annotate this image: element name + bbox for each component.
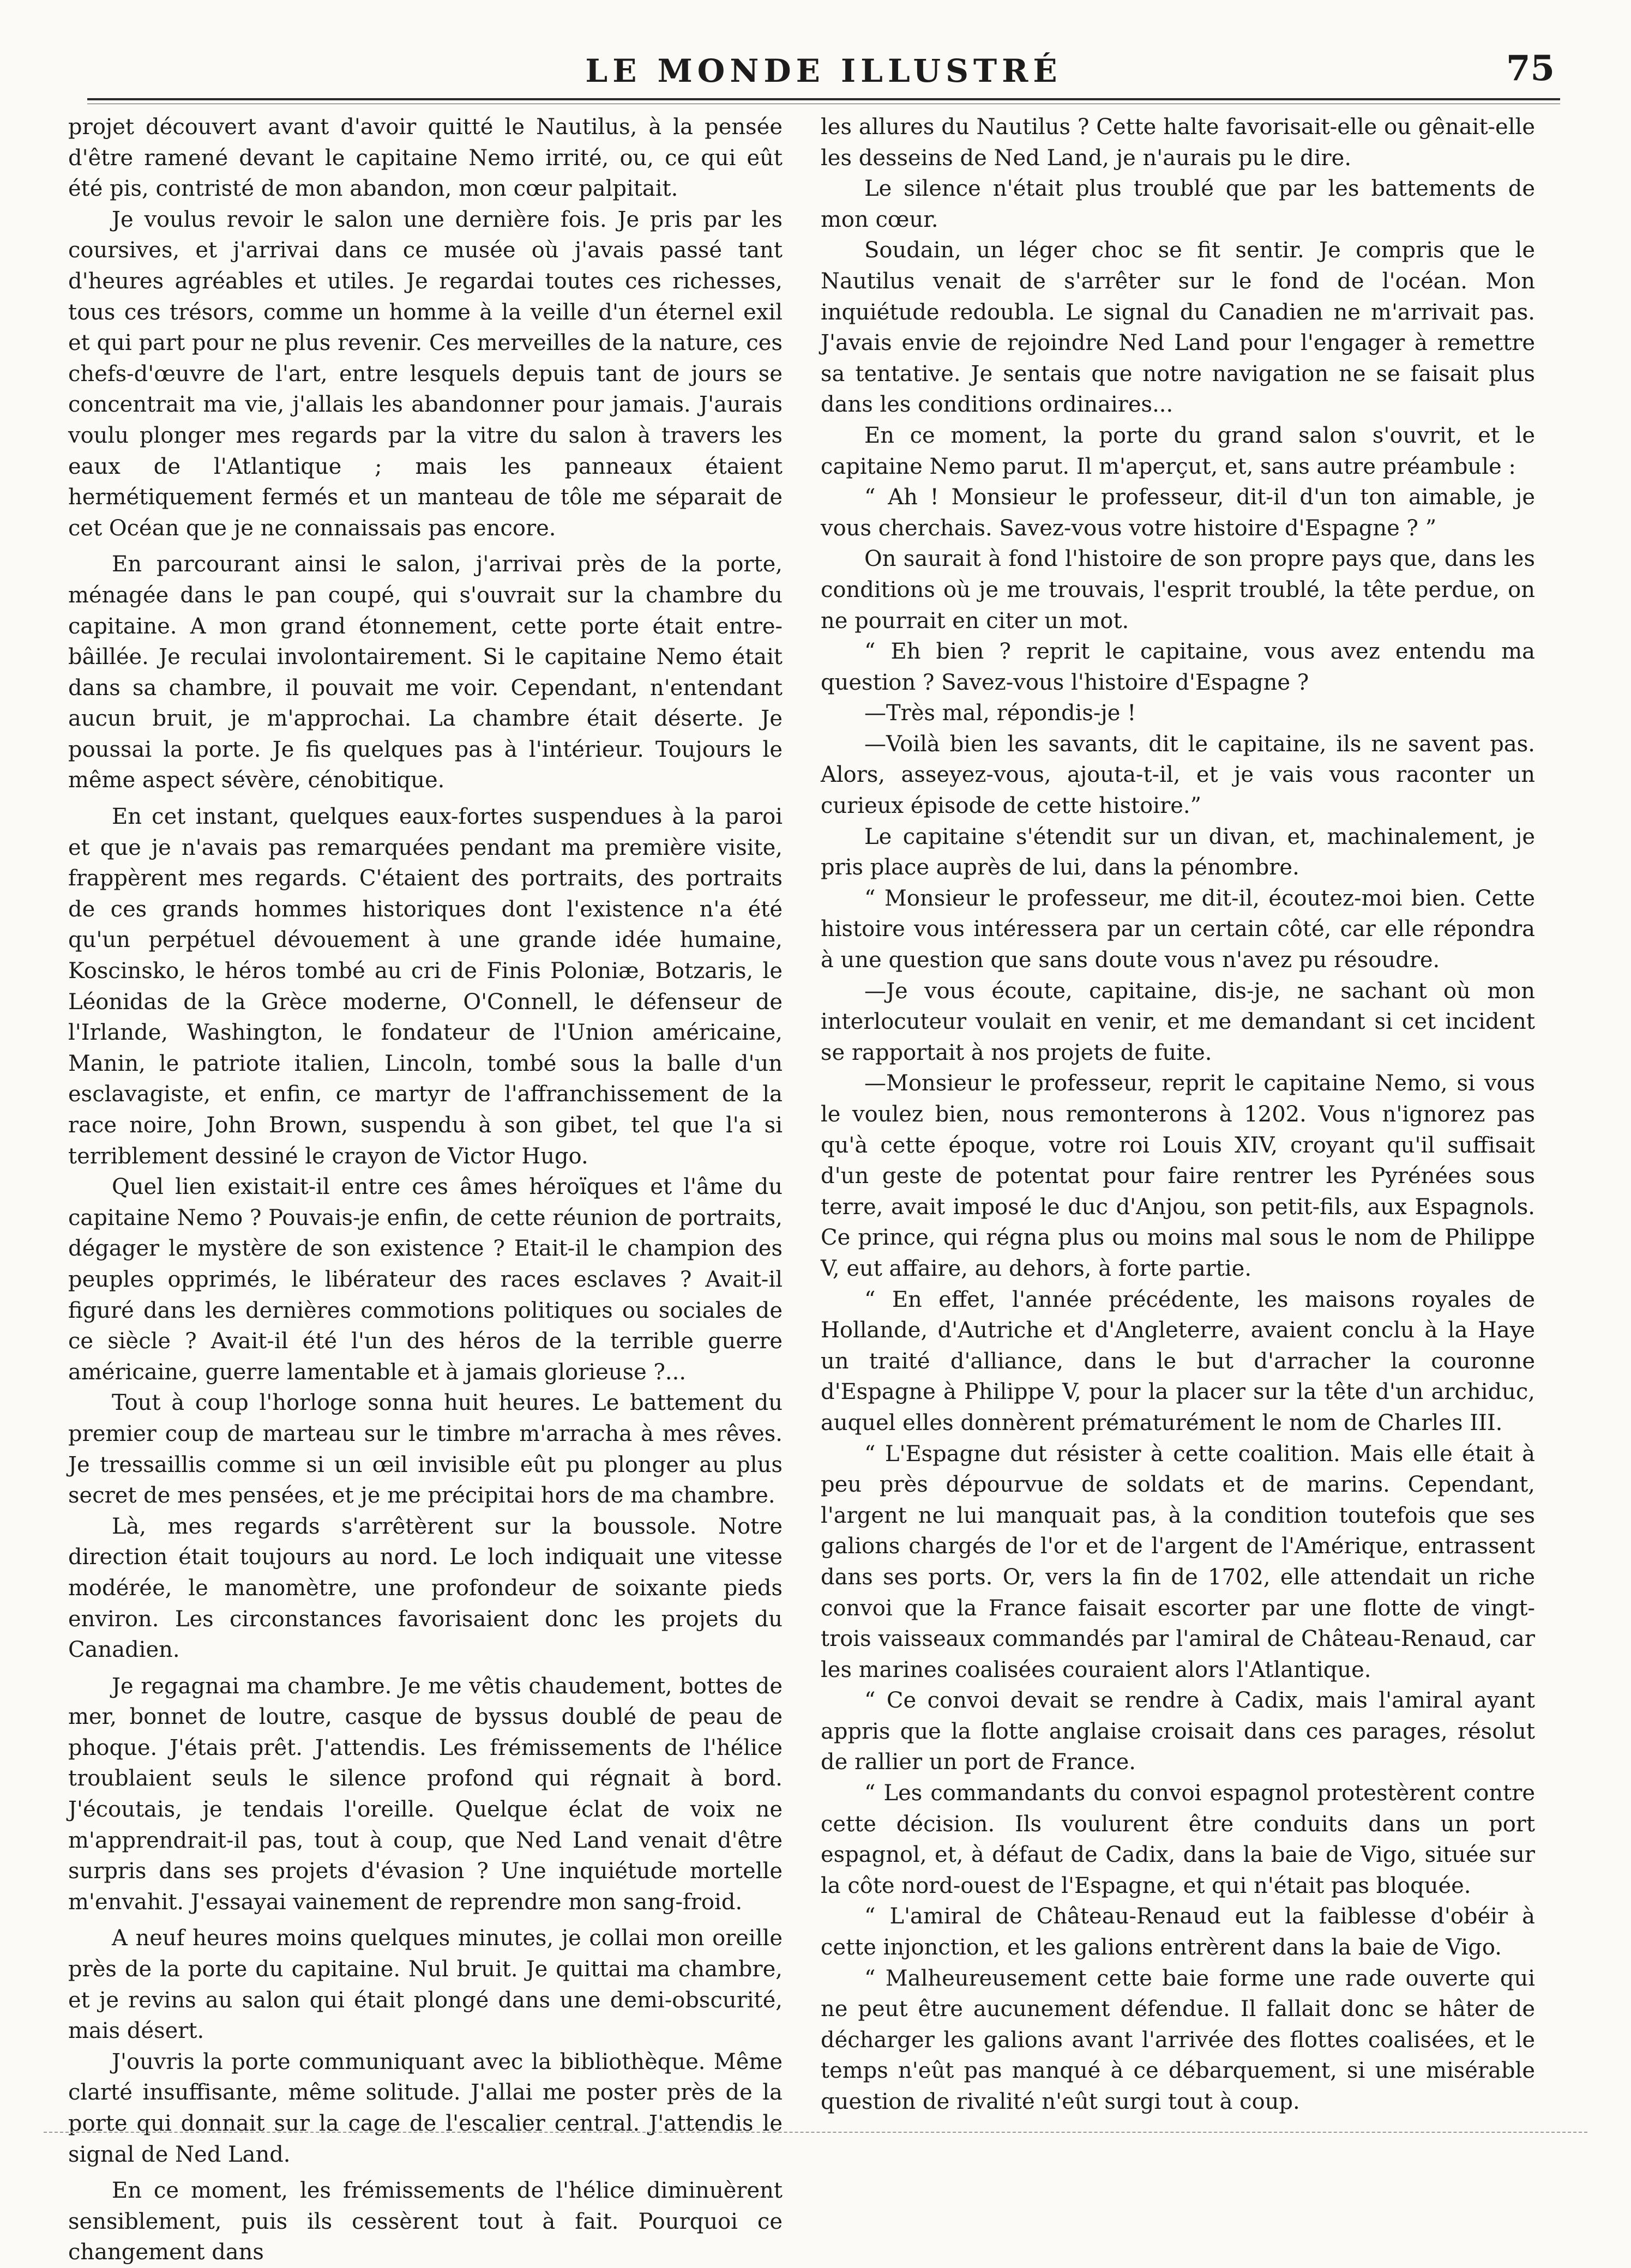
paragraph: “ En effet, l'année précédente, les maisons royales de Hollande, d'Autriche et d'Angleterre, avaient conclu à la Haye un traité d'alliance, dans le but d'arracher la couronne d'Espagne à Philippe V, pour la placer sur la tête d'un archiduc, auquel elles donnèrent prématurément le nom de Charles III. [821, 1287, 1535, 1435]
paragraph: “ Malheureusement cette baie forme une rade ouverte qui ne peut être aucunement défendue. Il fallait donc se hâter de décharger les galions avant l'arrivée des flottes coalisées, et le temps n'eût pas manqué à ce débarquement, si une misérable question de rivalité n'eût surgi tout à coup. [821, 1965, 1535, 2114]
paragraph: J'ouvris la porte communiquant avec la bibliothèque. Même clarté insuffisante, même solitude. J'allai me poster près de la porte qui donnait sur la cage de l'escalier central. J'attendis le signal de Ned Land. [68, 2049, 783, 2167]
paragraph: Le capitaine s'étendit sur un divan, et, machinalement, je pris place auprès de lui, dans la pénombre. [821, 824, 1535, 880]
paragraph: “ Ah ! Monsieur le professeur, dit-il d'un ton aimable, je vous cherchais. Savez-vous votre histoire d'Espagne ? ” [821, 485, 1535, 541]
paragraph: Quel lien existait-il entre ces âmes héroïques et l'âme du capitaine Nemo ? Pouvais-je enfin, de cette réunion de portraits, dégager le mystère de son existence ? Etait-il le champion des peuples opprimés, le libérateur des races esclaves ? Avait-il figuré dans les dernières commotions politiques ou sociales de ce siècle ? Avait-il été l'un des héros de la terrible guerre américaine, guerre lamentable et à jamais glorieuse ?... [68, 1174, 783, 1385]
page-header [87, 43, 1560, 102]
paragraph: —Je vous écoute, capitaine, dis-je, ne sachant où mon interlocuteur voulait en venir, et me demandant si cet incident se rapportait à nos projets de fuite. [821, 978, 1535, 1065]
paragraph: Tout à coup l'horloge sonna huit heures. Le battement du premier coup de marteau sur le timbre m'arracha à mes rêves. Je tressaillis comme si un œil invisible eût pu plonger au plus secret de mes pensées, et je me précipitai hors de ma chambre. [68, 1390, 783, 1509]
paragraph: —Monsieur le professeur, reprit le capitaine Nemo, si vous le voulez bien, nous remonterons à 1202. Vous n'ignorez pas qu'à cette époque, votre roi Louis XIV, croyant qu'il suffisait d'un geste de potentat pour faire rentrer les Pyrénées sous terre, avait imposé le duc d'Anjou, son petit-fils, aux Espagnols. Ce prince, qui régna plus ou moins mal sous le nom de Philippe V, eut affaire, au dehors, à forte partie. [821, 1071, 1535, 1281]
paragraph: “ Ce convoi devait se rendre à Cadix, mais l'amiral ayant appris que la flotte anglaise croisait dans ces parages, résolut de rallier un port de France. [821, 1688, 1535, 1775]
paragraph: Je regagnai ma chambre. Je me vêtis chaudement, bottes de mer, bonnet de loutre, casque de byssus doublé de peau de phoque. J'étais prêt. J'attendis. Les frémissements de l'hélice troublaient seuls le silence profond qui régnait à bord. J'écoutais, je tendais l'oreille. Quelque éclat de voix ne m'apprendrait-il pas, tout à coup, que Ned Land venait d'être surpris dans ses projets d'évasion ? Une inquiétude mortelle m'envahit. J'essayai vainement de reprendre mon sang-froid. [68, 1673, 783, 1915]
paragraph: A neuf heures moins quelques minutes, je collai mon oreille près de la porte du capitaine. Nul bruit. Je quittai ma chambre, et je revins au salon qui était plongé dans une demi-obscurité, mais désert. [68, 1926, 783, 2044]
paragraph: Je voulus revoir le salon une dernière fois. Je pris par les coursives, et j'arrivai dans ce musée où j'avais passé tant d'heures agréables et utiles. Je regardai toutes ces richesses, tous ces trésors, comme un homme à la veille d'un éternel exil et qui part pour ne plus revenir. Ces merveilles de la nature, ces chefs-d'œuvre de l'art, entre lesquels depuis tant de jours se concentrait ma vie, j'allais les abandonner pour jamais. J'aurais voulu plonger mes regards par la vitre du salon à travers les eaux de l'Atlantique ; mais les panneaux étaient hermétiquement fermés et un manteau de tôle me séparait de cet Océan que je ne connaissais pas encore. [68, 207, 783, 541]
paragraph: “ Monsieur le professeur, me dit-il, écoutez-moi bien. Cette histoire vous intéressera par un certain côté, car elle répondra à une question que sans doute vous n'avez pu résoudre. [821, 885, 1535, 973]
paragraph: “ L'amiral de Château-Renaud eut la faiblesse d'obéir à cette injonction, et les galions entrèrent dans la baie de Vigo. [821, 1904, 1535, 1961]
paragraph: Soudain, un léger choc se fit sentir. Je compris que le Nautilus venait de s'arrêter sur le fond de l'océan. Mon inquiétude redoubla. Le signal du Canadien ne m'arrivait pas. J'avais envie de rejoindre Ned Land pour l'engager à remettre sa tentative. Je sentais que notre navigation ne se faisait plus dans les conditions ordinaires... [821, 238, 1535, 418]
paragraph: projet découvert avant d'avoir quitté le Nautilus, à la pensée d'être ramené devant le capitaine Nemo irrité, ou, ce qui eût été pis, contristé de mon abandon, mon cœur palpitait. [68, 114, 783, 202]
paragraph: Là, mes regards s'arrêtèrent sur la boussole. Notre direction était toujours au nord. Le loch indiquait une vitesse modérée, le manomètre, une profondeur de soixante pieds environ. Les circonstances favorisaient donc les projets du Canadien. [68, 1513, 783, 1663]
masthead-title: LE MONDE ILLUSTRÉ [585, 52, 1062, 89]
right-column [821, 112, 1535, 2118]
paragraph: En parcourant ainsi le salon, j'arrivai près de la porte, ménagée dans le pan coupé, qui s'ouvrait sur la chambre du capitaine. A mon grand étonnement, cette porte était entre-bâillée. Je reculai involontairement. Si le capitaine Nemo était dans sa chambre, il pouvait me voir. Cependant, n'entendant aucun bruit, je m'approchai. La chambre était déserte. Je poussai la porte. Je fis quelques pas à l'intérieur. Toujours le même aspect sévère, cénobitique. [68, 552, 783, 793]
page-bottom-rule [44, 2132, 1587, 2133]
paragraph: “ Eh bien ? reprit le capitaine, vous avez entendu ma question ? Savez-vous l'histoire d'Espagne ? [821, 639, 1535, 695]
paragraph: En ce moment, la porte du grand salon s'ouvrit, et le capitaine Nemo parut. Il m'aperçut, et, sans autre préambule : [821, 423, 1535, 479]
paragraph: —Voilà bien les savants, dit le capitaine, ils ne savent pas. Alors, asseyez-vous, ajouta-t-il, et je vais vous raconter un curieux épisode de cette histoire.” [821, 731, 1535, 819]
paragraph: Le silence n'était plus troublé que par les battements de mon cœur. [821, 176, 1535, 232]
paragraph: les allures du Nautilus ? Cette halte favorisait-elle ou gênait-elle les desseins de Ned Land, je n'aurais pu le dire. [821, 114, 1535, 171]
left-column [68, 112, 783, 2268]
paragraph: “ Les commandants du convoi espagnol protestèrent contre cette décision. Ils voulurent être conduits dans un port espagnol, et, à défaut de Cadix, dans la baie de Vigo, située sur la côte nord-ouest de l'Espagne, et qui n'était pas bloquée. [821, 1781, 1535, 1898]
page-number: 75 [1506, 48, 1555, 89]
header-rule [87, 98, 1560, 100]
paragraph: —Très mal, répondis-je ! [864, 701, 1136, 726]
paragraph: En ce moment, les frémissements de l'hélice diminuèrent sensiblement, puis ils cessèrent tout à fait. Pourquoi ce changement dans [68, 2178, 783, 2265]
paragraph: En cet instant, quelques eaux-fortes suspendues à la paroi et que je n'avais pas remarquées pendant ma première visite, frappèrent mes regards. C'étaient des portraits, des portraits de ces grands hommes historiques dont l'existence n'a été qu'un perpétuel dévouement à une grande idée humaine, Koscinsko, le héros tombé au cri de Finis Poloniæ, Botzaris, le Léonidas de la Grèce moderne, O'Connell, le défenseur de l'Irlande, Washington, le fondateur de l'Union américaine, Manin, le patriote italien, Lincoln, tombé sous la balle d'un esclavagiste, et enfin, ce martyr de l'affranchissement de la race noire, John Brown, suspendu à son gibet, tel que l'a si terriblement dessiné le crayon de Victor Hugo. [68, 804, 783, 1169]
paragraph: On saurait à fond l'histoire de son propre pays que, dans les conditions où je me trouvais, l'esprit troublé, la tête perdue, on ne pourrait en citer un mot. [821, 546, 1535, 634]
paragraph: “ L'Espagne dut résister à cette coalition. Mais elle était à peu près dépourvue de soldats et de marins. Cependant, l'argent ne lui manquait pas, à la condition toutefois que ses galions chargés de l'or et de l'argent de l'Amérique, entrassent dans ses ports. Or, vers la fin de 1702, elle attendait un riche convoi que la France faisait escorter par une flotte de vingt-trois vaisseaux commandés par l'amiral de Château-Renaud, car les marines coalisées couraient alors l'Atlantique. [821, 1441, 1535, 1682]
